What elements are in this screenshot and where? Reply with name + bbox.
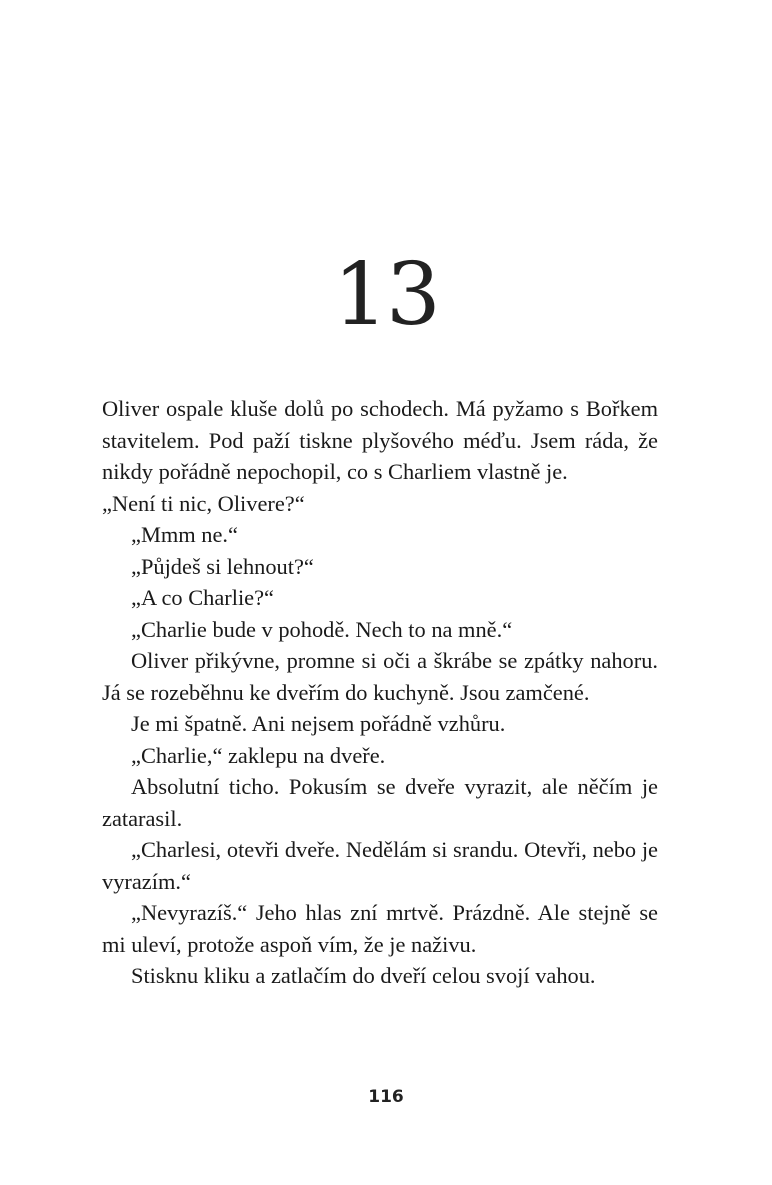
chapter-number: 13 <box>333 245 439 345</box>
paragraph: „Není ti nic, Olivere?“ <box>102 490 305 516</box>
paragraph: „Charlesi, otevři dveře. Nedělám si srandu. Otevři, nebo je vyrazím.“ <box>102 837 658 894</box>
paragraph: Oliver ospale kluše dolů po schodech. Má pyžamo s Bořkem stavitelem. Pod paží tiskne plyšového méďu. Jsem ráda, že nikdy pořádně nepochopil, co s Charliem vlastně je. <box>102 396 658 484</box>
paragraph: Je mi špatně. Ani nejsem pořádně vzhůru. <box>131 711 506 736</box>
page-number: 116 <box>368 1087 404 1107</box>
paragraph: „Charlie bude v pohodě. Nech to na mně.“ <box>131 616 513 642</box>
paragraph: „Charlie,“ zaklepu na dveře. <box>131 742 386 768</box>
paragraph: „A co Charlie?“ <box>131 585 274 610</box>
chapter-text <box>102 393 658 992</box>
paragraph: „Mmm ne.“ <box>131 522 238 547</box>
paragraph: Oliver přikývne, promne si oči a škrábe se zpátky nahoru. Já se rozeběhnu ke dveřím do kuchyně. Jsou zamčené. <box>102 648 658 705</box>
paragraph: „Nevyrazíš.“ Jeho hlas zní mrtvě. Prázdně. Ale stejně se mi uleví, protože aspoň vím, že je naživu. <box>102 900 658 957</box>
paragraph: „Půjdeš si lehnout?“ <box>131 553 314 579</box>
paragraph: Stisknu kliku a zatlačím do dveří celou svojí vahou. <box>131 963 596 988</box>
paragraph: Absolutní ticho. Pokusím se dveře vyrazit, ale něčím je zatarasil. <box>102 774 658 831</box>
